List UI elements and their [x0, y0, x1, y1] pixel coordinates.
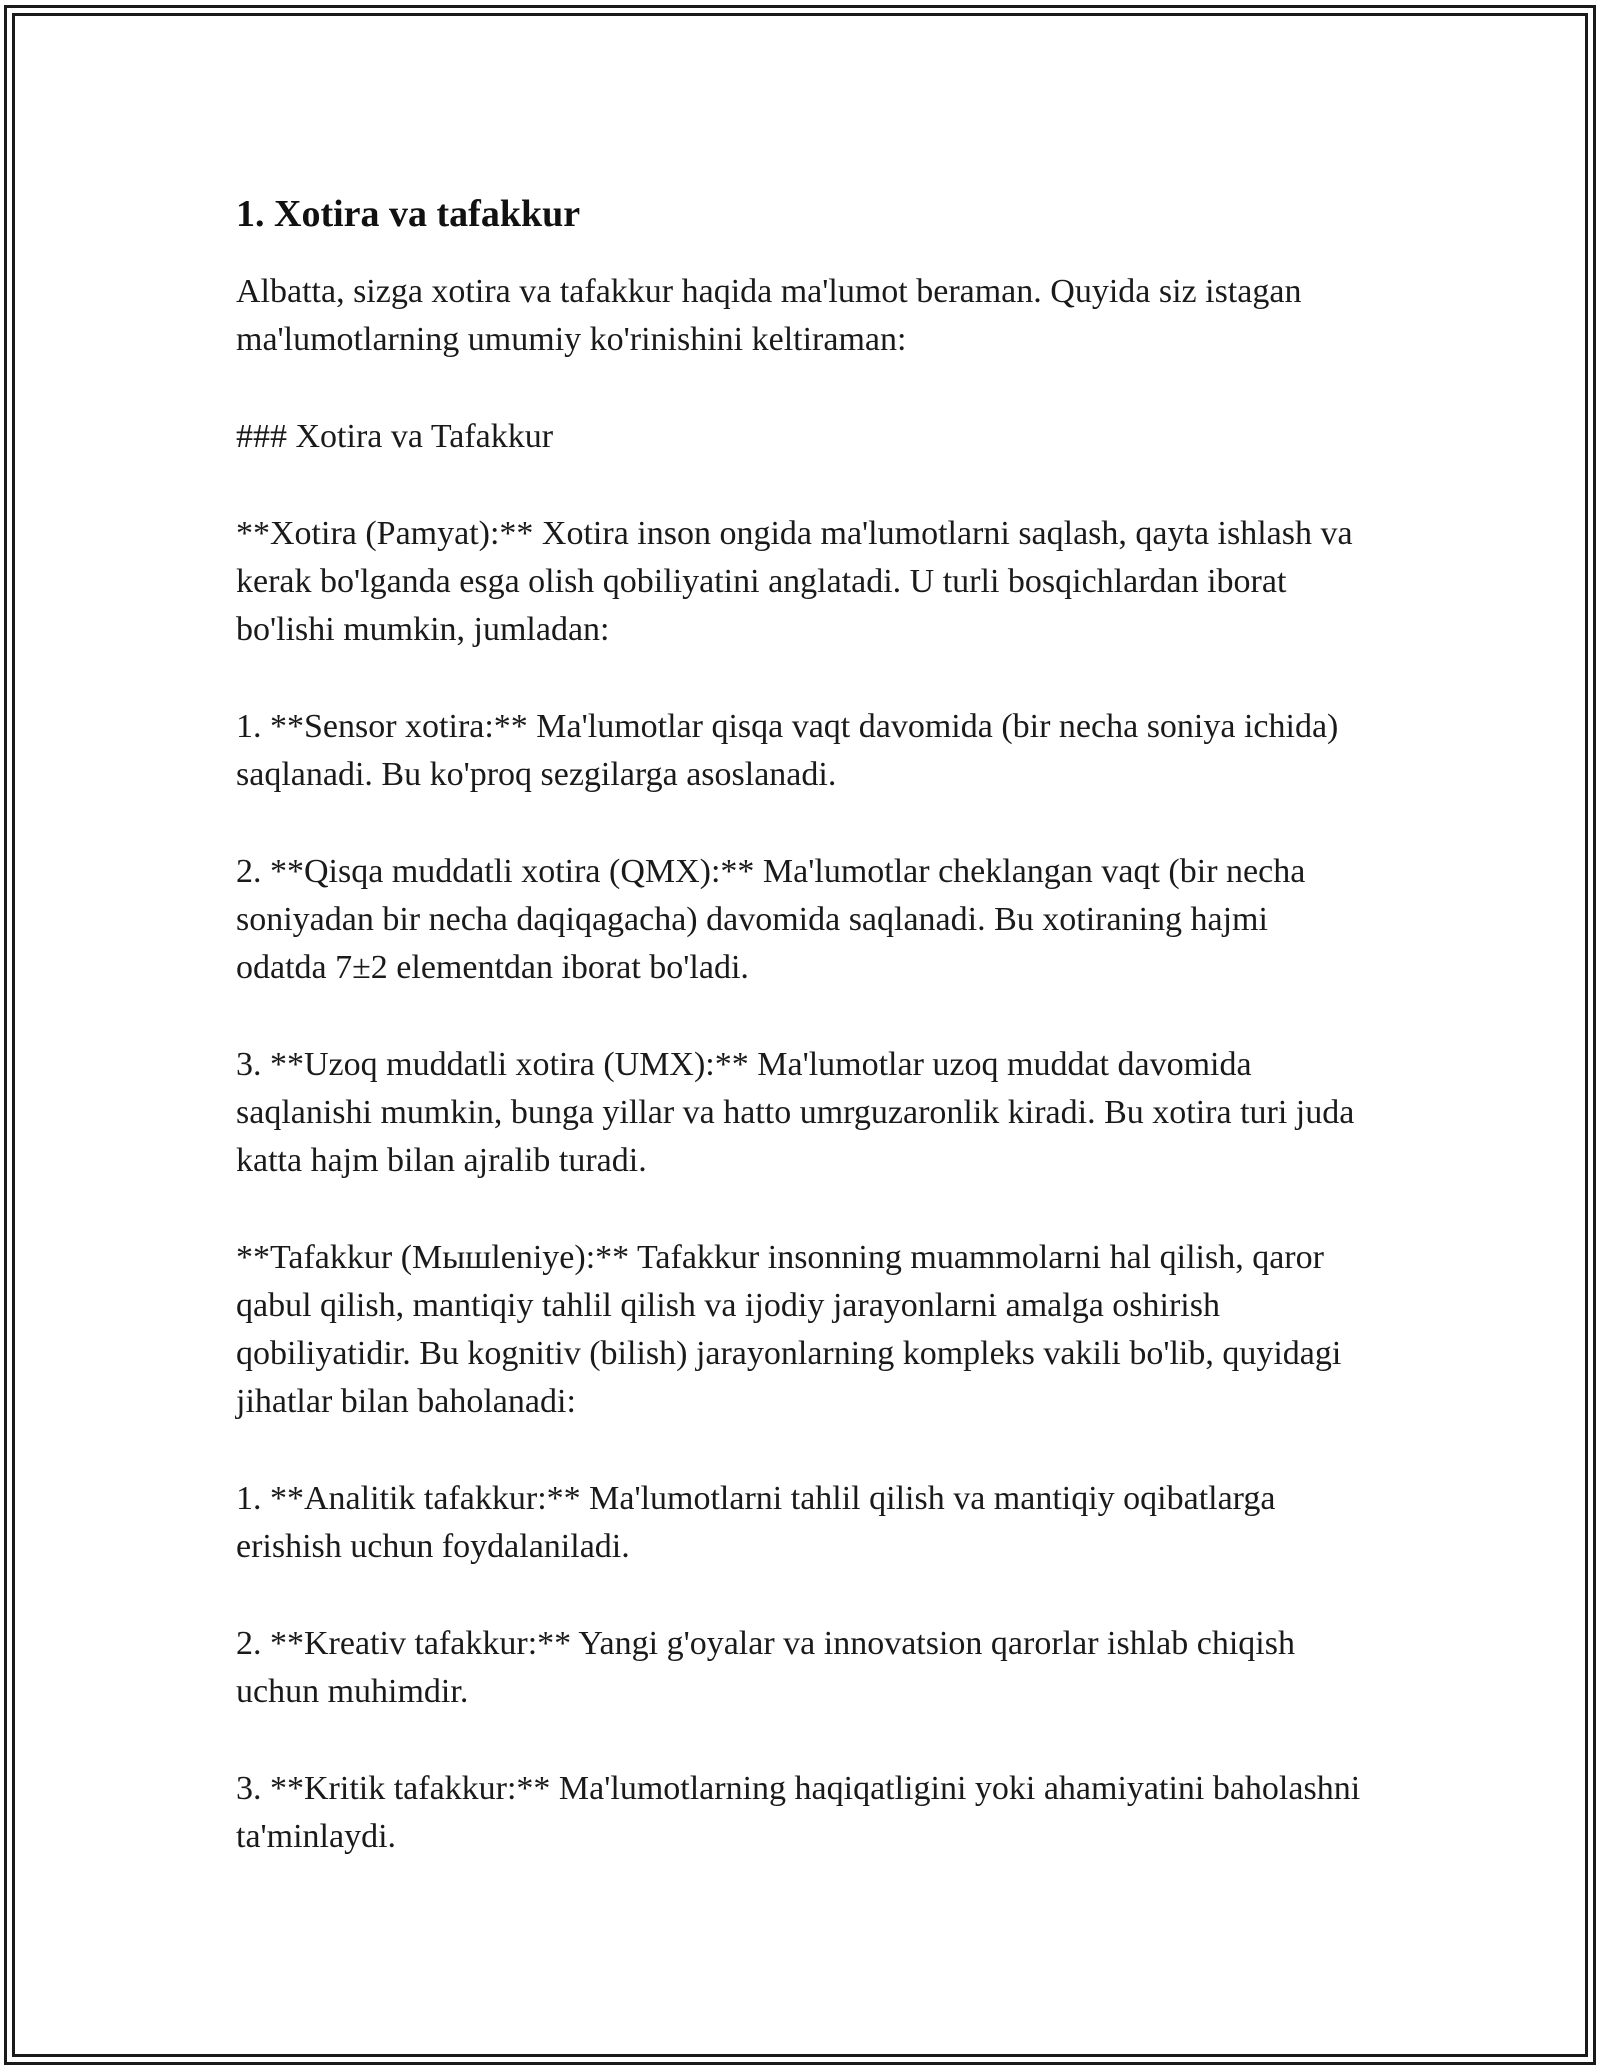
memory-item-short-term: 2. **Qisqa muddatli xotira (QMX):** Ma'lumotlar cheklangan vaqt (bir necha soniyadan bir necha daqiqagacha) davomida saqlanadi. Bu xotiraning hajmi odatda 7±2 elementdan iborat bo'ladi.: [236, 853, 1306, 986]
memory-item-long-term: 3. **Uzoq muddatli xotira (UMX):** Ma'lumotlar uzoq muddat davomida saqlanishi mumkin, bunga yillar va hatto umrguzaronlik kiradi. Bu xotira turi juda katta hajm bilan ajralib turadi.: [236, 1046, 1355, 1179]
thinking-definition-paragraph: **Tafakkur (Мышleniye):** Tafakkur insonning muammolarni hal qilish, qaror qabul qilish, mantiqiy tahlil qilish va ijodiy jarayonlarni amalga oshirish qobiliyatidir. Bu kognitiv (bilish) jarayonlarning kompleks vakili bo'lib, quyidagi jihatlar bilan baholanadi:: [236, 1239, 1342, 1420]
document-body: [236, 186, 1366, 1910]
memory-definition-paragraph: **Xotira (Pamyat):** Xotira inson ongida ma'lumotlarni saqlash, qayta ishlash va kerak bo'lganda esga olish qobiliyatini anglatadi. U turli bosqichlardan iborat bo'lishi mumkin, jumladan:: [236, 515, 1353, 648]
section-heading-markdown: ### Xotira va Tafakkur: [236, 418, 554, 455]
thinking-item-critical: 3. **Kritik tafakkur:** Ma'lumotlarning haqiqatligini yoki ahamiyatini baholashni ta'minlaydi.: [236, 1770, 1361, 1855]
intro-paragraph: Albatta, sizga xotira va tafakkur haqida ma'lumot beraman. Quyida siz istagan ma'lumotlarning umumiy ko'rinishini keltiraman:: [236, 273, 1302, 358]
document-heading: 1. Xotira va tafakkur: [236, 193, 581, 235]
thinking-item-analytic: 1. **Analitik tafakkur:** Ma'lumotlarni tahlil qilish va mantiqiy oqibatlarga erishish uchun foydalaniladi.: [236, 1480, 1276, 1565]
memory-item-sensor: 1. **Sensor xotira:** Ma'lumotlar qisqa vaqt davomida (bir necha soniya ichida) saqlanadi. Bu ko'proq sezgilarga asoslanadi.: [236, 708, 1339, 793]
thinking-item-creative: 2. **Kreativ tafakkur:** Yangi g'oyalar va innovatsion qarorlar ishlab chiqish uchun muhimdir.: [236, 1625, 1295, 1710]
